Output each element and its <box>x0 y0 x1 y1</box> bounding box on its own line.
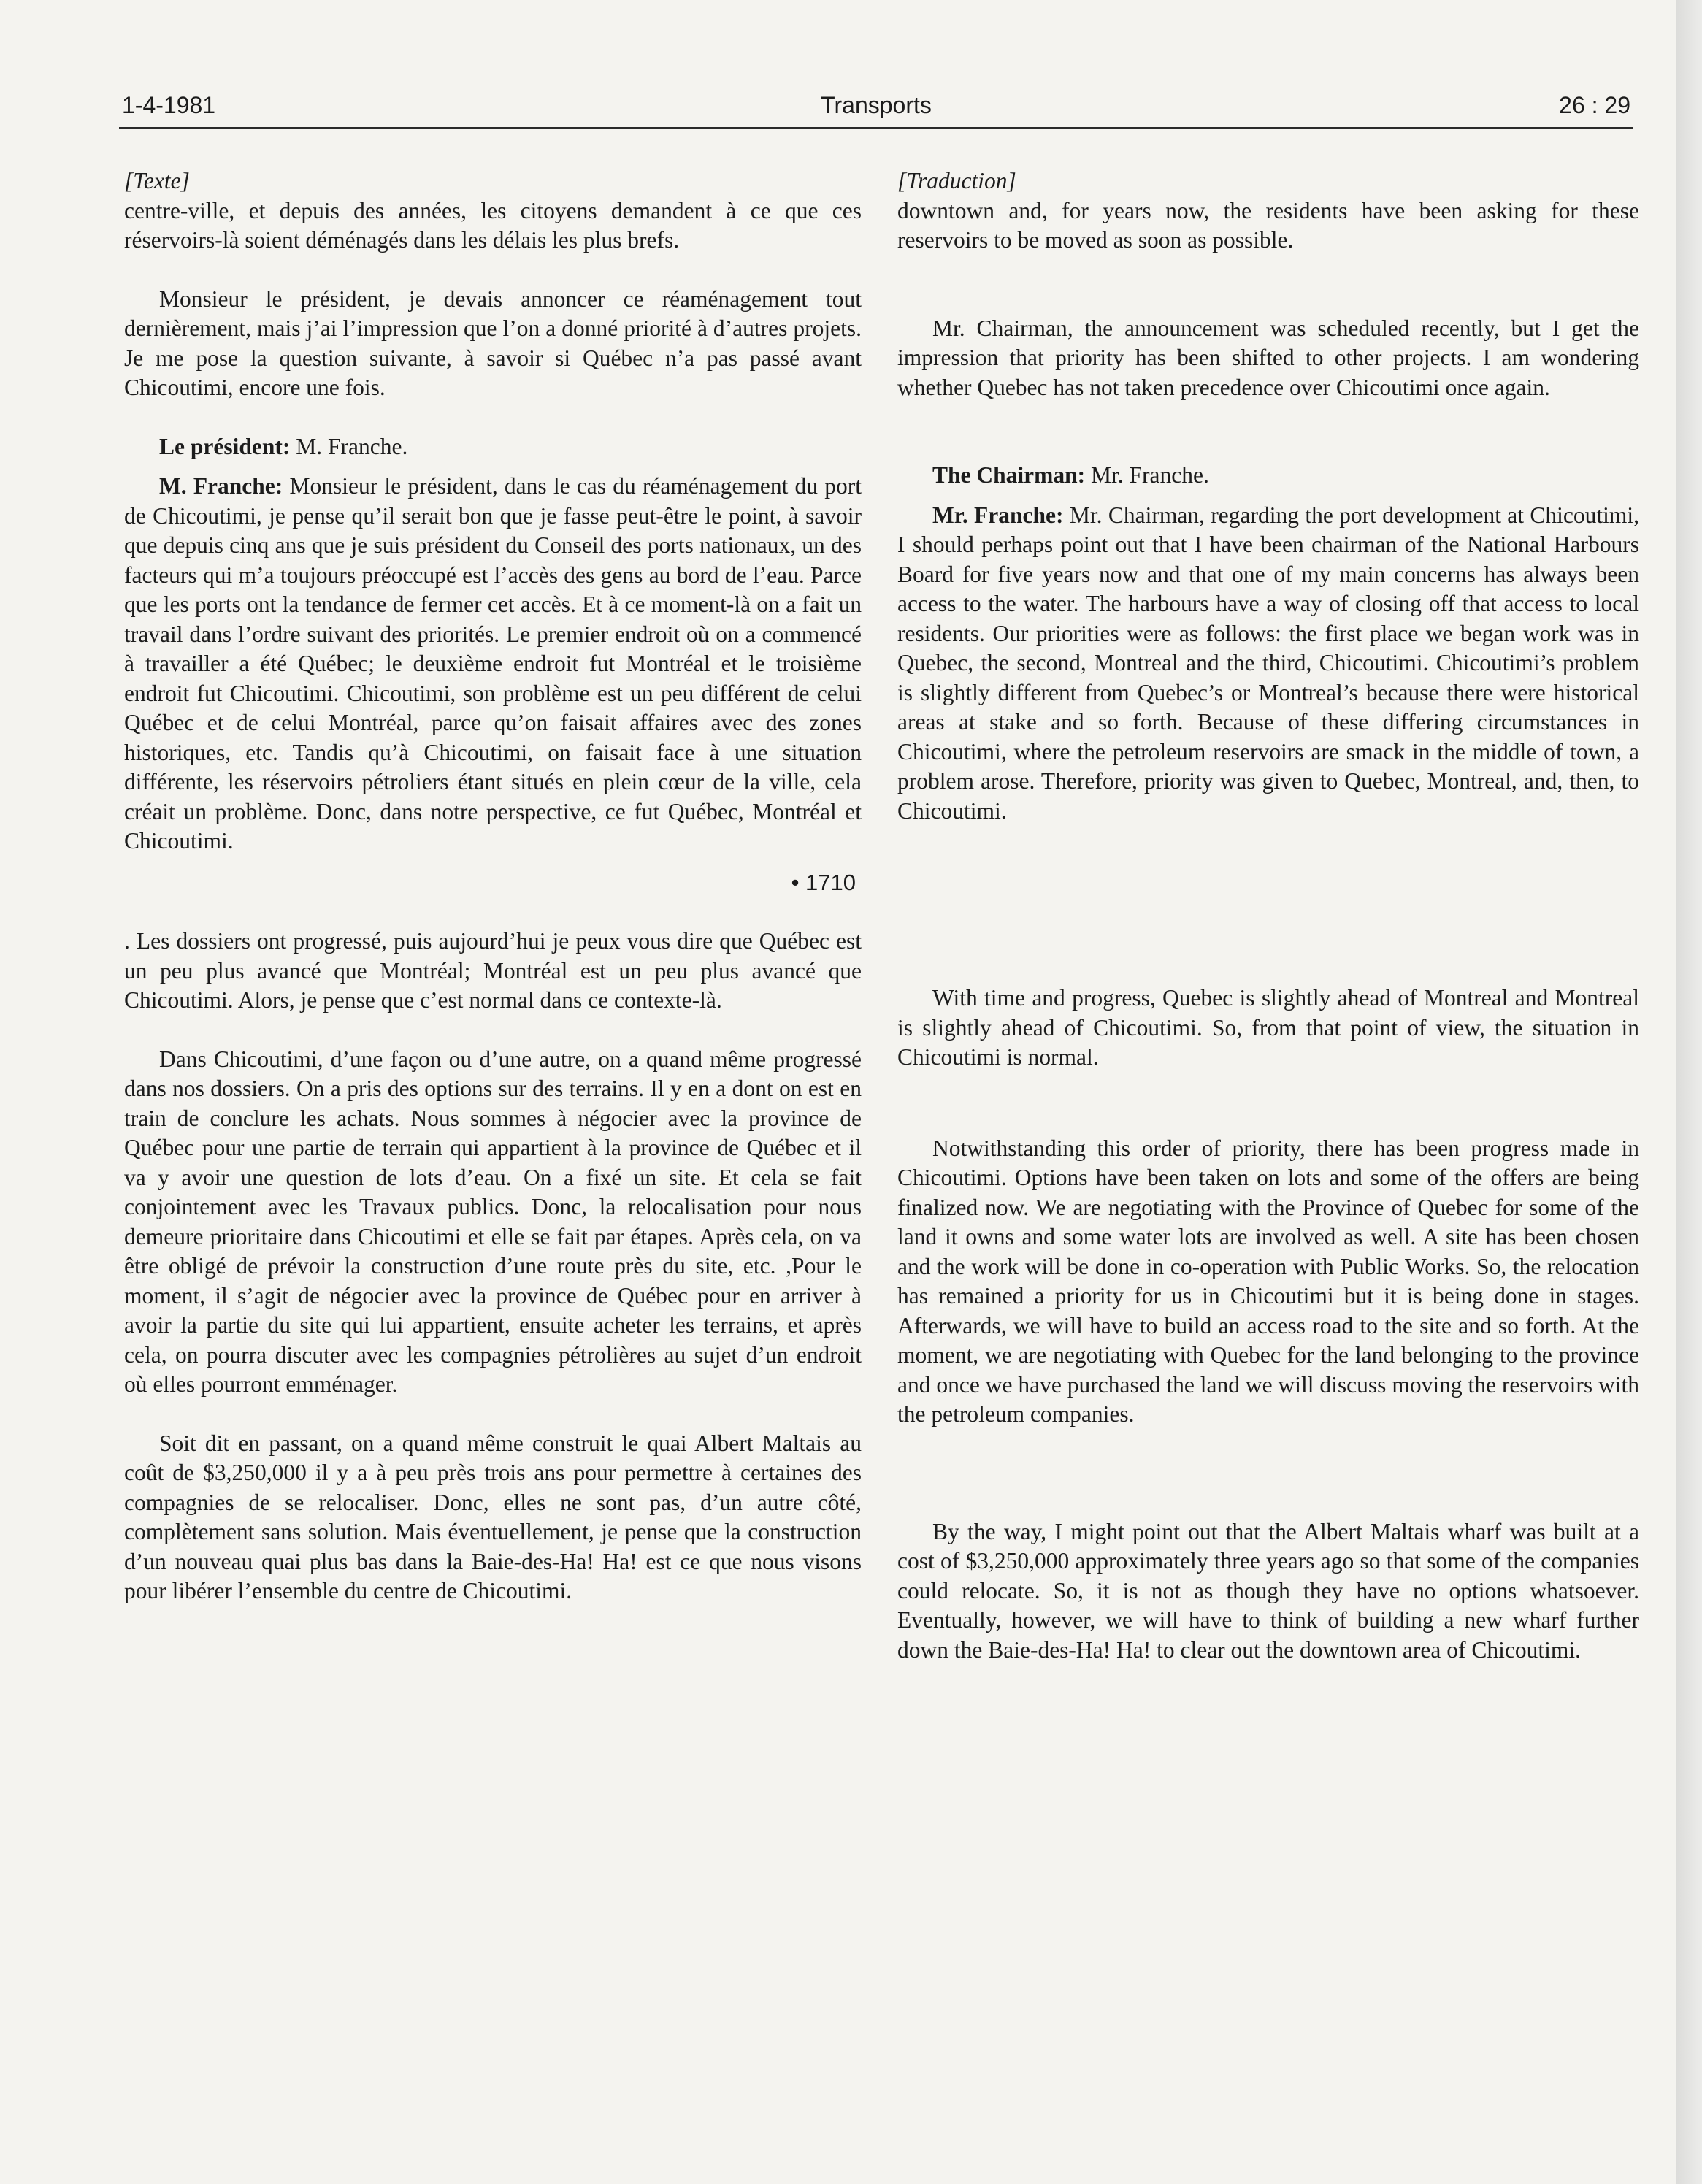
french-paragraph-2: Monsieur le président, je devais annoncer ce réaménagement tout dernièrement, mais j’ai l’impression que l’on a donné priorité à d’autres projets. Je me pose la question suivante, à savoir si Québec n’a pas passé avant Chicoutimi, encore une fois. <box>124 286 862 400</box>
french-paragraph-3 <box>124 432 862 462</box>
french-paragraph-1: centre-ville, et depuis des années, les citoyens demandent à ce que ces réservoirs-là soient déménagés dans les délais les plus brefs. <box>124 197 862 253</box>
header-date: 1-4-1981 <box>122 92 216 118</box>
french-section-tag: [Texte] <box>124 168 190 194</box>
english-franche-text: Mr. Chairman, regarding the port development at Chicoutimi, I should perhaps point out that I have been chairman of the National Harbours Board for five years now and that one of my main concerns has always been access to the water. The harbours have a way of closing off that access to local residents. Our priorities were as follows: the first place we began work was in Quebec, the second, Montreal and the third, Chicoutimi. Chicoutimi’s problem is slightly different from Quebec’s or Montreal’s because there were historical areas at stake and so forth. Because of these differing circumstances in Chicoutimi, where the petroleum reservoirs are smack in the middle of town, a problem arose. Therefore, priority was given to Quebec, Montreal, and, then, to Chicoutimi. <box>897 502 1639 824</box>
english-paragraph-7: By the way, I might point out that the Albert Maltais wharf was built at a cost of $3,250,000 approximately three years ago so that some of the companies could relocate. So, it is not as though they have no options whatsoever. Eventually, however, we will have to think of building a new wharf further down the Baie-des-Ha! Ha! to clear out the downtown area of Chicoutimi. <box>897 1518 1639 1663</box>
page-edge-shadow <box>1676 0 1702 2184</box>
english-column <box>897 166 1639 1665</box>
english-section-tag: [Traduction] <box>897 168 1016 194</box>
english-paragraph-1: downtown and, for years now, the residents have been asking for these reservoirs to be moved as soon as possible. <box>897 197 1639 253</box>
page-header <box>119 89 1633 127</box>
english-paragraph-4 <box>897 501 1639 827</box>
french-column <box>124 166 862 1606</box>
french-franche-text: Monsieur le président, dans le cas du réaménagement du port de Chicoutimi, je pense qu’il serait bon que je fasse peut-être le point, à savoir que depuis cinq ans que je suis président du Conseil des ports nationaux, un des facteurs qui m’a toujours préoccupé est l’accès des gens au bord de l’eau. Parce que les ports ont la tendance de fermer cet accès. Et à ce moment-là on a fait un travail dans l’ordre suivant des priorités. Le premier endroit où on a commencé à travailler a été Québec; le deuxième endroit fut Montréal et le troisième endroit fut Chicoutimi. Chicoutimi, son problème est un peu différent de celui Québec et de celui Montréal, parce qu’on faisait affaires avec des zones historiques, etc. Tandis qu’à Chicoutimi, on faisait face à une situation différente, les réservoirs pétroliers étant situés en plein cœur de la ville, cela créait un problème. Donc, dans notre perspective, ce fut Québec, Montréal et Chicoutimi. <box>124 473 862 854</box>
french-paragraph-4 <box>124 472 862 857</box>
french-paragraph-5: . Les dossiers ont progressé, puis aujourd’hui je peux vous dire que Québec est un peu plus avancé que Montréal; Montréal est un peu plus avancé que Chicoutimi. Alors, je pense que c’est normal dans ce contexte-là. <box>124 928 862 1013</box>
header-rule <box>119 127 1633 129</box>
french-speaker-text: M. Franche. <box>290 433 408 459</box>
english-speaker-chairman: The Chairman: <box>932 462 1086 488</box>
english-paragraph-2: Mr. Chairman, the announcement was scheduled recently, but I get the impression that priority has been shifted to other projects. I am wondering whether Quebec has not taken precedence over Chicoutimi once again. <box>897 315 1639 400</box>
french-speaker-chairman: Le président: <box>159 433 291 459</box>
header-title: Transports <box>821 92 932 118</box>
english-paragraph-6: Notwithstanding this order of priority, there has been progress made in Chicoutimi. Options have been taken on lots and some of the offers are being finalized now. We are negotiating with the Province of Quebec for some of the land it owns and some water lots are involved as well. A site has been chosen and the work will be done in co-operation with Public Works. So, the relocation has remained a priority for us in Chicoutimi but it is being done in stages. Afterwards, we will have to build an access road to the site and so forth. At the moment, we are negotiating with Quebec for the land belonging to the province and once we have purchased the land we will discuss moving the reservoirs with the petroleum companies. <box>897 1135 1639 1427</box>
french-time-marker: • 1710 <box>791 869 856 895</box>
french-paragraph-6: Dans Chicoutimi, d’une façon ou d’une autre, on a quand même progressé dans nos dossiers. On a pris des options sur des terrains. Il y en a dont on est en train de conclure les achats. Nous sommes à négocier avec la province de Québec pour une partie de terrain qui appartient à la province de Québec et il va y avoir une question de lots d’eau. On a fixé un site. Et cela se fait conjointement avec les Travaux publics. Donc, la relocalisation pour nous demeure prioritaire dans Chicoutimi et elle se fait par étapes. Après cela, on va être obligé de prévoir la construction d’une route près du site, etc. ,Pour le moment, il s’agit de négocier avec la province de Québec pour en arriver à avoir la partie du site qui lui appartient, ensuite acheter les terrains, et après cela, on pourra discuter avec les compagnies pétrolières au sujet d’un endroit où elles pourront emménager. <box>124 1046 862 1397</box>
english-speaker-text: Mr. Franche. <box>1085 462 1209 488</box>
french-paragraph-7: Soit dit en passant, on a quand même construit le quai Albert Maltais au coût de $3,250,000 il y a à peu près trois ans pour permettre à certaines des compagnies de se relocaliser. Donc, elles ne sont pas, d’un autre côté, complètement sans solution. Mais éventuellement, je pense que la construction d’un nouveau quai plus bas dans la Baie-des-Ha! Ha! est ce que nous visons pour libérer l’ensemble du centre de Chicoutimi. <box>124 1430 862 1603</box>
english-paragraph-3 <box>897 461 1639 491</box>
english-speaker-franche: Mr. Franche: <box>932 502 1064 528</box>
english-paragraph-5: With time and progress, Quebec is slightly ahead of Montreal and Montreal is slightly ahead of Chicoutimi. So, from that point of view, the situation in Chicoutimi is normal. <box>897 985 1639 1070</box>
french-speaker-franche: M. Franche: <box>159 473 283 499</box>
header-page-number: 26 : 29 <box>1559 92 1630 118</box>
